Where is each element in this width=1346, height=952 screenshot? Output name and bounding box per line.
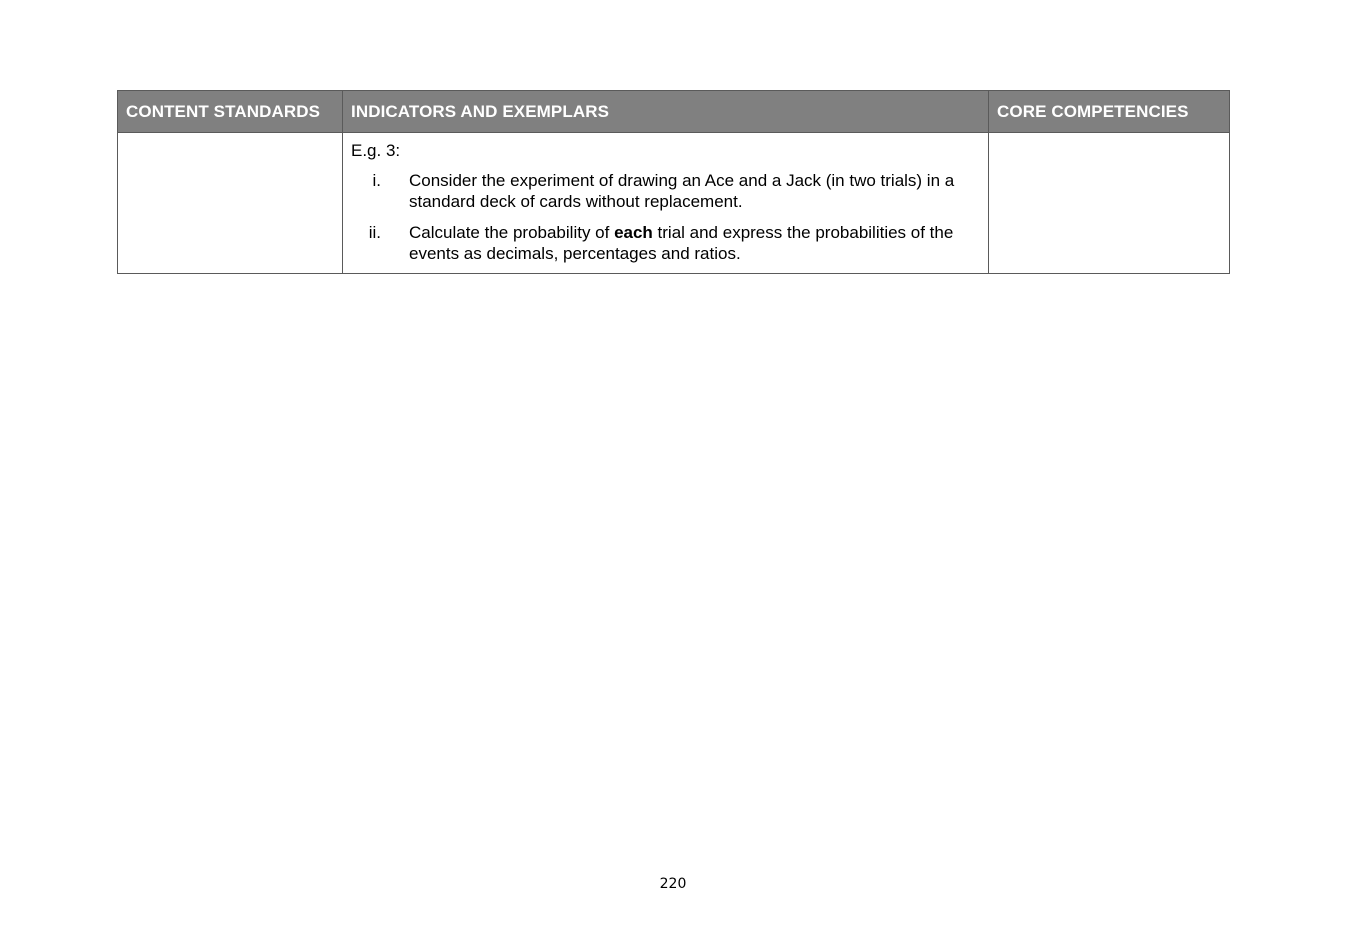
text-before-bold: Calculate the probability of: [409, 223, 615, 242]
list-item-text: Consider the experiment of drawing an Ace and a Jack (in two trials) in a standard deck of cards without replacement.: [409, 171, 955, 211]
table-body: [118, 133, 1230, 274]
header-indicators-exemplars: INDICATORS AND EXEMPLARS: [343, 91, 989, 133]
example-label: E.g. 3:: [351, 141, 401, 160]
cell-core-competencies: [989, 133, 1230, 274]
text-after-bold: trial and express the probabilities of the events as decimals, percentages and ratios.: [409, 223, 954, 263]
bold-emphasis: each: [614, 223, 653, 242]
page-number: 220: [659, 876, 687, 892]
list-item-2: [351, 222, 980, 264]
curriculum-table: [117, 90, 1230, 274]
cell-indicators-exemplars: [343, 133, 989, 274]
list-item-text: [409, 222, 980, 264]
cell-content-standards: [118, 133, 343, 274]
header-content-standards: CONTENT STANDARDS: [118, 91, 343, 133]
header-core-competencies: CORE COMPETENCIES: [989, 91, 1230, 133]
list-item-1: [351, 170, 980, 212]
list-item-number: i.: [372, 171, 381, 190]
header-row: [118, 91, 1230, 133]
table-header: [118, 91, 1230, 133]
table-row: [118, 133, 1230, 274]
list-item-number: ii.: [368, 223, 381, 242]
